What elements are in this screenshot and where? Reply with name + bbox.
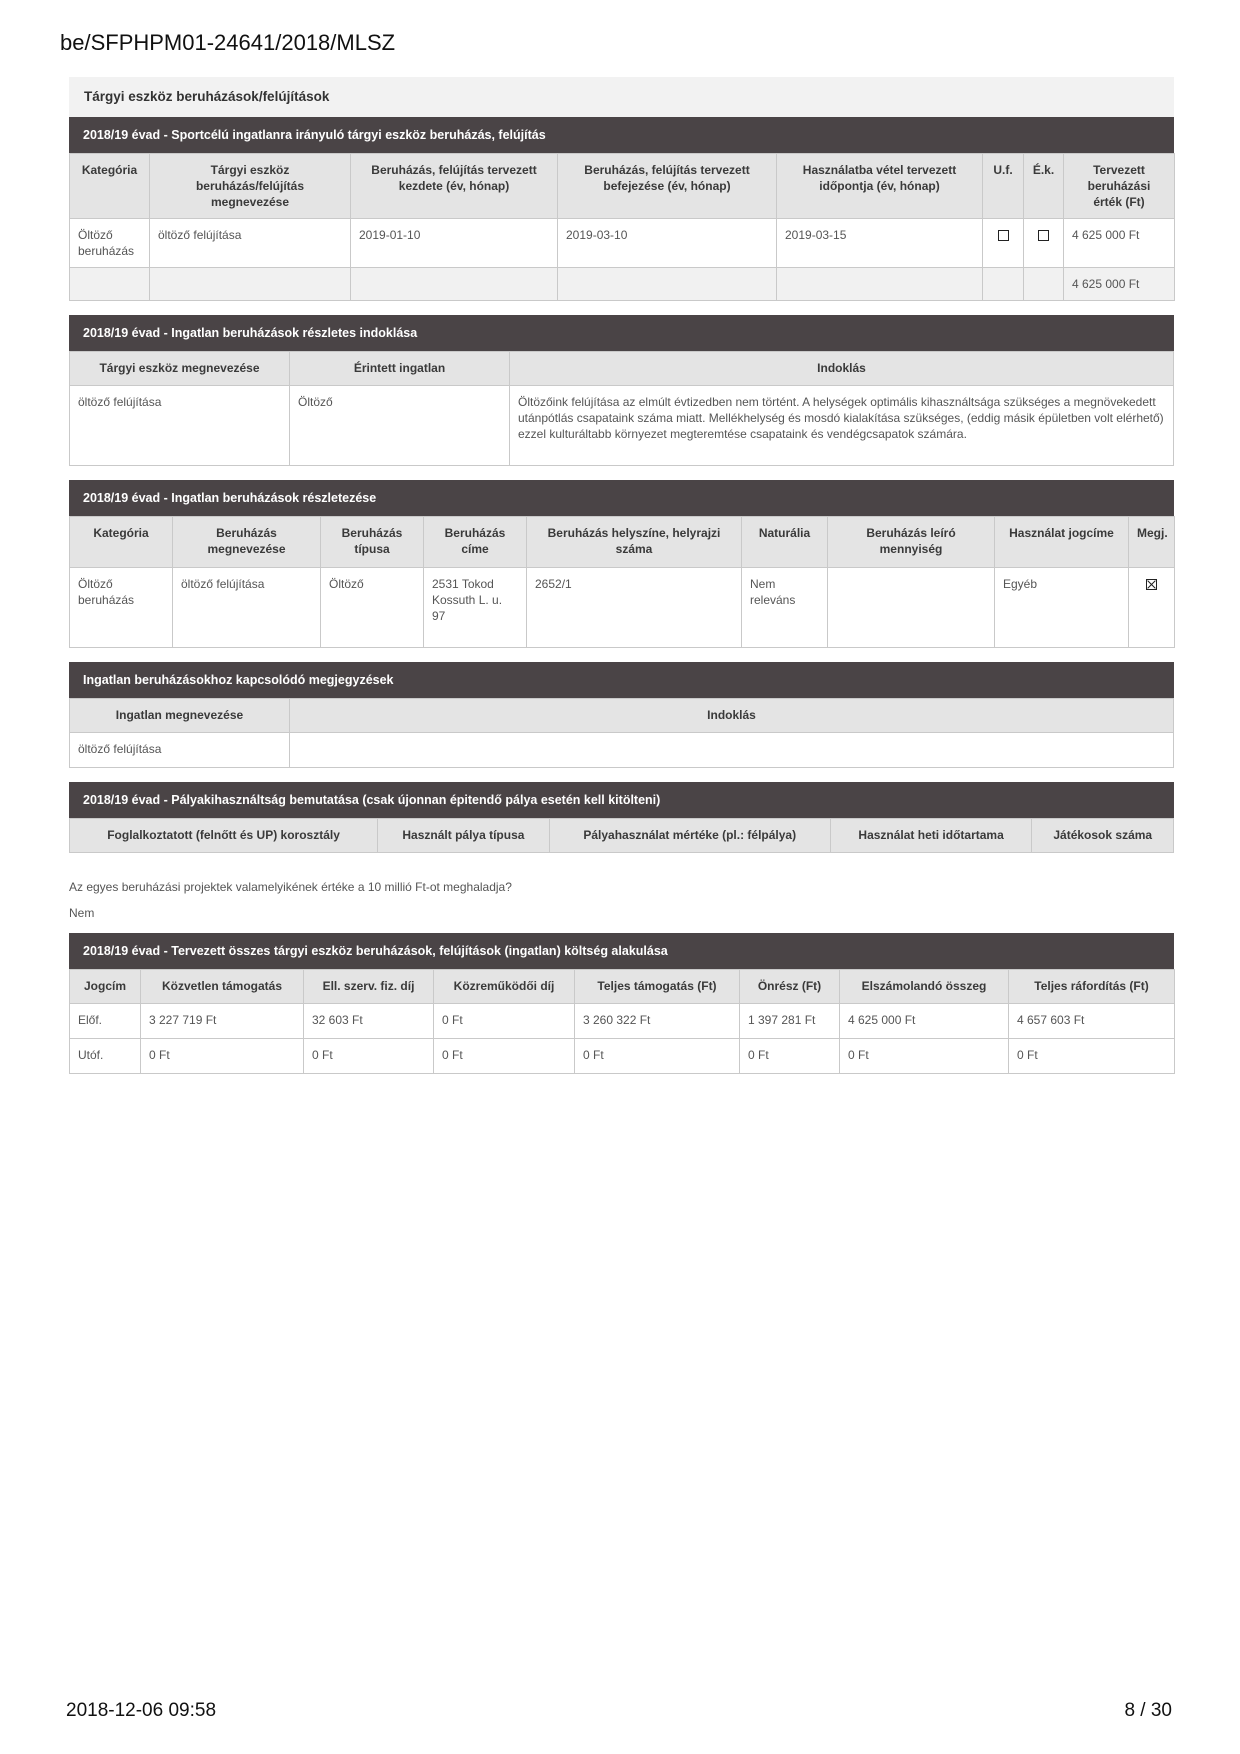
table-row: [70, 1004, 1175, 1039]
table-header-row: [70, 699, 1174, 733]
type-cell: Öltöző: [321, 568, 424, 648]
col-header: Beruházás címe: [424, 517, 527, 568]
col-header: U.f.: [983, 154, 1024, 219]
answer-text: Nem: [69, 906, 95, 920]
asset-name-cell: öltöző felújítása: [70, 386, 290, 466]
end-date-cell: 2019-03-10: [558, 219, 777, 268]
ek-cell: [1024, 219, 1064, 268]
spacer: [69, 301, 1174, 315]
col-header: Játékosok száma: [1032, 819, 1174, 853]
section1-title: 2018/19 évad - Sportcélú ingatlanra irányuló tárgyi eszköz beruházás, felújítás: [69, 117, 1174, 153]
col-header: Közreműködői díj: [434, 970, 575, 1004]
col-header: Használat heti időtartama: [830, 819, 1032, 853]
justification-table: [69, 351, 1174, 466]
document-id: be/SFPHPM01-24641/2018/MLSZ: [60, 30, 396, 55]
spacer: [69, 920, 1174, 933]
uf-cell: [983, 219, 1024, 268]
col-header: Önrész (Ft): [740, 970, 840, 1004]
col-header: Indoklás: [510, 352, 1174, 386]
cost-cell: 4 657 603 Ft: [1009, 1004, 1175, 1039]
justification-cell: Öltözőink felújítása az elmúlt évtizedben nem történt. A helységek optimális kihasználtsága szükséges a megnövekedett utánpótlás csapataink száma miatt. Mellékhelység és mosdó kialakítása szükséges, (eddig másik épületben volt elérhető) ezzel kulturáltabb környezet megteremtése csapataink és vendégcsapatok számára.: [510, 386, 1174, 466]
table-header-row: [70, 154, 1175, 219]
col-header: Foglalkoztatott (felnőtt és UP) korosztály: [70, 819, 378, 853]
col-header: Beruházás megnevezése: [173, 517, 321, 568]
main-title: Tárgyi eszköz beruházások/felújítások: [69, 77, 1174, 117]
col-header: Pályahasználat mértéke (pl.: félpálya): [549, 819, 830, 853]
name-cell: öltöző felújítása: [150, 219, 351, 268]
spacer: [69, 894, 1174, 906]
spacer: [69, 768, 1174, 782]
cost-cell: 0 Ft: [740, 1039, 840, 1074]
remark-cell: [1129, 568, 1175, 648]
category-cell: Öltöző beruházás: [70, 568, 173, 648]
investment-table: [69, 153, 1175, 301]
table-header-row: [70, 819, 1174, 853]
cost-cell: 4 625 000 Ft: [840, 1004, 1009, 1039]
cost-table: [69, 969, 1175, 1074]
empty-cell: [1024, 268, 1064, 301]
document-content: [69, 77, 1174, 1074]
col-header: Kategória: [70, 154, 150, 219]
section4-title: Ingatlan beruházásokhoz kapcsolódó megjegyzések: [69, 662, 1174, 698]
empty-cell: [777, 268, 983, 301]
in-kind-cell: Nem releváns: [742, 568, 828, 648]
comments-table: [69, 698, 1174, 768]
cost-cell: 0 Ft: [840, 1039, 1009, 1074]
cost-cell: 3 260 322 Ft: [575, 1004, 740, 1039]
table-row: [70, 219, 1175, 268]
cost-cell: 0 Ft: [1009, 1039, 1175, 1074]
table-row: [70, 1039, 1175, 1074]
spacer: [69, 853, 1174, 880]
usage-title-cell: Egyéb: [995, 568, 1129, 648]
spacer: [69, 466, 1174, 480]
col-header: Beruházás leíró mennyiség: [828, 517, 995, 568]
cost-cell: 0 Ft: [434, 1039, 575, 1074]
remark-checkbox[interactable]: [1146, 579, 1157, 590]
property-name-cell: öltöző felújítása: [70, 733, 290, 768]
value-cell: 4 625 000 Ft: [1064, 219, 1175, 268]
cost-cell: 32 603 Ft: [304, 1004, 434, 1039]
justification-cell: [290, 733, 1174, 768]
col-header: Használat jogcíme: [995, 517, 1129, 568]
table-header-row: [70, 517, 1175, 568]
table-row: [70, 733, 1174, 768]
table-row: [70, 386, 1174, 466]
section5-title: 2018/19 évad - Pályakihasználtság bemutatása (csak újonnan épitendő pálya esetén kell kitölteni): [69, 782, 1174, 818]
col-header: Ingatlan megnevezése: [70, 699, 290, 733]
field-usage-table: [69, 818, 1174, 853]
table-header-row: [70, 352, 1174, 386]
start-date-cell: 2019-01-10: [351, 219, 558, 268]
col-header: Naturália: [742, 517, 828, 568]
ek-checkbox[interactable]: [1038, 230, 1049, 241]
col-header: Tárgyi eszköz megnevezése: [70, 352, 290, 386]
cost-cell: 0 Ft: [141, 1039, 304, 1074]
cost-cell: Előf.: [70, 1004, 141, 1039]
table-header-row: [70, 970, 1175, 1004]
col-header: Beruházás típusa: [321, 517, 424, 568]
cost-cell: Utóf.: [70, 1039, 141, 1074]
quantity-cell: [828, 568, 995, 648]
col-header: Indoklás: [290, 699, 1174, 733]
spacer: [69, 648, 1174, 662]
col-header: Teljes támogatás (Ft): [575, 970, 740, 1004]
footer-timestamp: 2018-12-06 09:58: [66, 1700, 217, 1721]
cost-cell: 3 227 719 Ft: [141, 1004, 304, 1039]
cost-cell: 0 Ft: [434, 1004, 575, 1039]
cost-cell: 0 Ft: [575, 1039, 740, 1074]
col-header: Tervezett beruházási érték (Ft): [1064, 154, 1175, 219]
page-number: 8 / 30: [1124, 1700, 1172, 1721]
question-text: Az egyes beruházási projektek valamelyikének értéke a 10 millió Ft-ot meghaladja?: [69, 880, 512, 894]
total-value-cell: 4 625 000 Ft: [1064, 268, 1175, 301]
col-header: Beruházás helyszíne, helyrajzi száma: [527, 517, 742, 568]
address-cell: 2531 Tokod Kossuth L. u. 97: [424, 568, 527, 648]
name-cell: öltöző felújítása: [173, 568, 321, 648]
cost-cell: 0 Ft: [304, 1039, 434, 1074]
col-header: Beruházás, felújítás tervezett befejezése (év, hónap): [558, 154, 777, 219]
section3-title: 2018/19 évad - Ingatlan beruházások részletezése: [69, 480, 1174, 516]
col-header: Teljes ráfordítás (Ft): [1009, 970, 1175, 1004]
cost-cell: 1 397 281 Ft: [740, 1004, 840, 1039]
col-header: Tárgyi eszköz beruházás/felújítás megnevezése: [150, 154, 351, 219]
col-header: Jogcím: [70, 970, 141, 1004]
uf-checkbox[interactable]: [998, 230, 1009, 241]
property-details-table: [69, 516, 1175, 648]
total-row: [70, 268, 1175, 301]
col-header: É.k.: [1024, 154, 1064, 219]
section6-title: 2018/19 évad - Tervezett összes tárgyi eszköz beruházások, felújítások (ingatlan) költség alakulása: [69, 933, 1174, 969]
col-header: Elszámolandó összeg: [840, 970, 1009, 1004]
col-header: Ell. szerv. fiz. díj: [304, 970, 434, 1004]
usage-date-cell: 2019-03-15: [777, 219, 983, 268]
col-header: Kategória: [70, 517, 173, 568]
col-header: Használatba vétel tervezett időpontja (év, hónap): [777, 154, 983, 219]
col-header: Beruházás, felújítás tervezett kezdete (év, hónap): [351, 154, 558, 219]
empty-cell: [351, 268, 558, 301]
empty-cell: [70, 268, 150, 301]
section2-title: 2018/19 évad - Ingatlan beruházások részletes indoklása: [69, 315, 1174, 351]
col-header: Érintett ingatlan: [290, 352, 510, 386]
empty-cell: [983, 268, 1024, 301]
empty-cell: [558, 268, 777, 301]
col-header: Megj.: [1129, 517, 1175, 568]
col-header: Közvetlen támogatás: [141, 970, 304, 1004]
location-cell: 2652/1: [527, 568, 742, 648]
col-header: Használt pálya típusa: [378, 819, 550, 853]
table-row: [70, 568, 1175, 648]
category-cell: Öltöző beruházás: [70, 219, 150, 268]
property-cell: Öltöző: [290, 386, 510, 466]
empty-cell: [150, 268, 351, 301]
